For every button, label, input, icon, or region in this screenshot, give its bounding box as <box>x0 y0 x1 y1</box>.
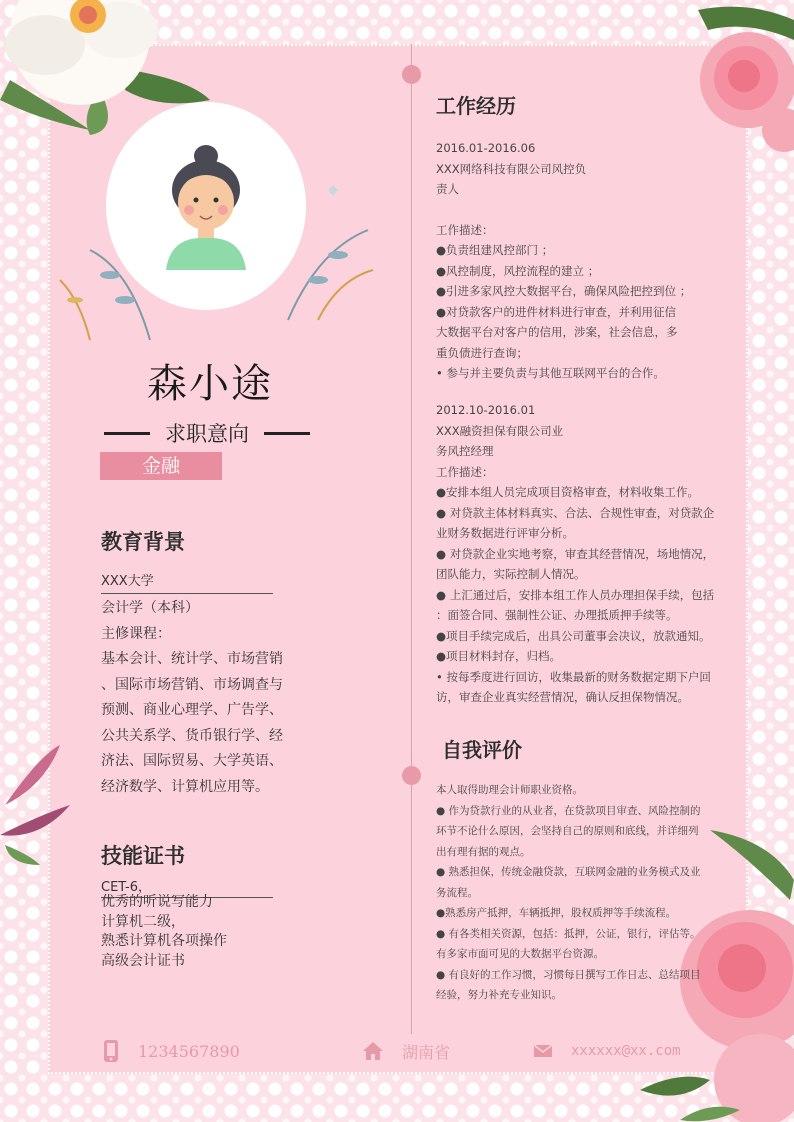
job1-line: ●风控制度，风控流程的建立 ； <box>436 263 600 278</box>
job1-line: 重负债进行查询； <box>436 345 528 360</box>
job1-line: ●负责组建风控部门 ； <box>436 243 554 257</box>
education-line: 会计学（本科） <box>101 600 199 616</box>
self-eval-line: 务流程。 <box>436 886 478 899</box>
self-eval-line: ● 作为贷款行业的从业者，在贷款项目审查、风险控制的 <box>436 804 701 817</box>
self-eval-line: ●熟悉房产抵押，车辆抵押，股权质押等手续流程。 <box>436 907 677 919</box>
job1-line: 2016.01-2016.06 <box>436 141 536 155</box>
job2-line: ● 对贷款企业实地考察，审查其经营情况，场地情况， <box>436 546 715 561</box>
job2-line: ● 对贷款主体材料真实、合法、合规性审查，对贷款企 <box>436 505 715 520</box>
column-divider <box>411 44 412 1034</box>
self-eval-line: 出有理有据的观点。 <box>436 845 531 858</box>
contact-location <box>362 1040 450 1062</box>
job-entry-1 <box>436 138 726 384</box>
job1-line: 工作描述： <box>436 222 494 237</box>
mail-icon <box>533 1043 553 1059</box>
certificate-line: 高级会计证书 <box>101 952 185 969</box>
self-eval-line: 经验，努力补充专业知识。 <box>436 989 562 1001</box>
job2-line: ●项目手续完成后，出具公司董事会决议，放款通知。 <box>436 628 711 643</box>
divider-dot-top <box>402 65 421 84</box>
self-eval-line: 本人取得助理会计师职业资格。 <box>436 784 583 796</box>
self-eval-line: ● 熟悉担保，传统金融贷款，互联网金融的业务模式及业 <box>436 866 701 878</box>
contact-phone <box>102 1040 240 1062</box>
certificate-first: CET-6， <box>101 876 273 898</box>
job2-line: ● 上汇通过后，安排本组工作人员办理担保手续，包括 <box>436 587 715 602</box>
leaf-left-decoration <box>0 745 70 865</box>
education-line: 公共关系学、货币银行学、经 <box>101 727 283 744</box>
job2-line: • 按每季度进行回访，收集最新的财务数据定期下户回 <box>436 669 711 684</box>
job2-line: 访，审查企业真实经营情况，确认反担保物情况。 <box>436 690 689 704</box>
education-line: 主修课程： <box>101 625 171 642</box>
education-line: 、国际市场营销、市场调查与 <box>101 676 283 693</box>
job2-line: ●安排本组人员完成项目资格审查，材料收集工作。 <box>436 485 700 499</box>
job2-line: XXX融资担保有限公司业 <box>436 423 564 438</box>
job1-line: XXX网络科技有限公司风控负 <box>436 161 587 176</box>
certificate-line: 优秀的听说写能力 <box>101 894 213 910</box>
objective-rule-right <box>264 432 310 435</box>
phone-icon <box>102 1039 120 1063</box>
home-icon <box>362 1040 384 1062</box>
avatar <box>156 130 256 270</box>
education-line: 济法、国际贸易、大学英语、 <box>101 753 283 769</box>
objective-rule-left <box>104 432 150 435</box>
education-line: 基本会计、统计学、市场营销 <box>101 651 283 667</box>
education-line: 经济数学、计算机应用等。 <box>101 778 269 795</box>
email-text: xxxxxx@xx.com <box>571 1043 681 1059</box>
work-title: 工作经历 <box>436 94 516 118</box>
education-details <box>101 596 307 800</box>
self-eval-body <box>436 780 722 1006</box>
divider-dot-middle <box>402 766 421 785</box>
objective-heading <box>104 418 310 448</box>
objective-label: 求职意向 <box>165 422 249 446</box>
education-school: XXX大学 <box>101 570 273 594</box>
self-eval-line: 有多家市面可见的大数据平台资源。 <box>436 948 604 960</box>
education-line: 预测、商业心理学、广告学、 <box>101 702 283 718</box>
applicant-name: 森小途 <box>147 361 273 407</box>
job2-line: 团队能力，实际控制人情况。 <box>436 567 586 581</box>
contact-email <box>533 1040 681 1062</box>
certificate-line: 计算机二级， <box>101 913 185 930</box>
certificate-line: 熟悉计算机各项操作 <box>101 933 227 949</box>
rose-top-right-decoration <box>688 0 794 160</box>
job2-line: ●项目材料封存，归档。 <box>436 649 562 663</box>
job1-line: 责人 <box>436 182 459 196</box>
self-eval-line: ● 有良好的工作习惯，习惯每日撰写工作日志、总结项目 <box>436 968 701 981</box>
job2-line: 务风控经理 <box>436 444 494 458</box>
job2-line: ：面签合同、强制性公证、办理抵质押手续等。 <box>436 608 678 622</box>
job1-gap <box>436 200 726 220</box>
education-title: 教育背景 <box>101 530 185 554</box>
job2-line: 2012.10-2016.01 <box>436 403 536 417</box>
objective-value-badge: 金融 <box>100 452 222 480</box>
certificate-list <box>101 893 307 971</box>
job1-line: ●引进多家风控大数据平台，确保风险把控到位 ； <box>436 284 692 298</box>
self-eval-line: ● 有各类相关资源，包括：抵押，公证，银行，评估等。 <box>436 927 701 940</box>
job1-line: 大数据平台对客户的信用，涉案，社会信息，多 <box>436 325 678 339</box>
job-entry-2 <box>436 400 726 708</box>
job2-line: 业财务数据进行评审分析。 <box>436 526 574 540</box>
certificates-title: 技能证书 <box>101 844 185 868</box>
job1-line: • 参与并主要负责与其他互联网平台的合作。 <box>436 366 665 380</box>
job2-line: 工作描述： <box>436 464 494 479</box>
self-eval-title: 自我评价 <box>442 738 522 762</box>
self-eval-line: 环节不论什么原因，会坚持自己的原则和底线，并详细列 <box>436 825 699 837</box>
phone-number: 1234567890 <box>138 1041 240 1061</box>
job1-line: ●对贷款客户的进件材料进行审查，并利用征信 <box>436 304 677 319</box>
location-text: 湖南省 <box>402 1042 451 1062</box>
